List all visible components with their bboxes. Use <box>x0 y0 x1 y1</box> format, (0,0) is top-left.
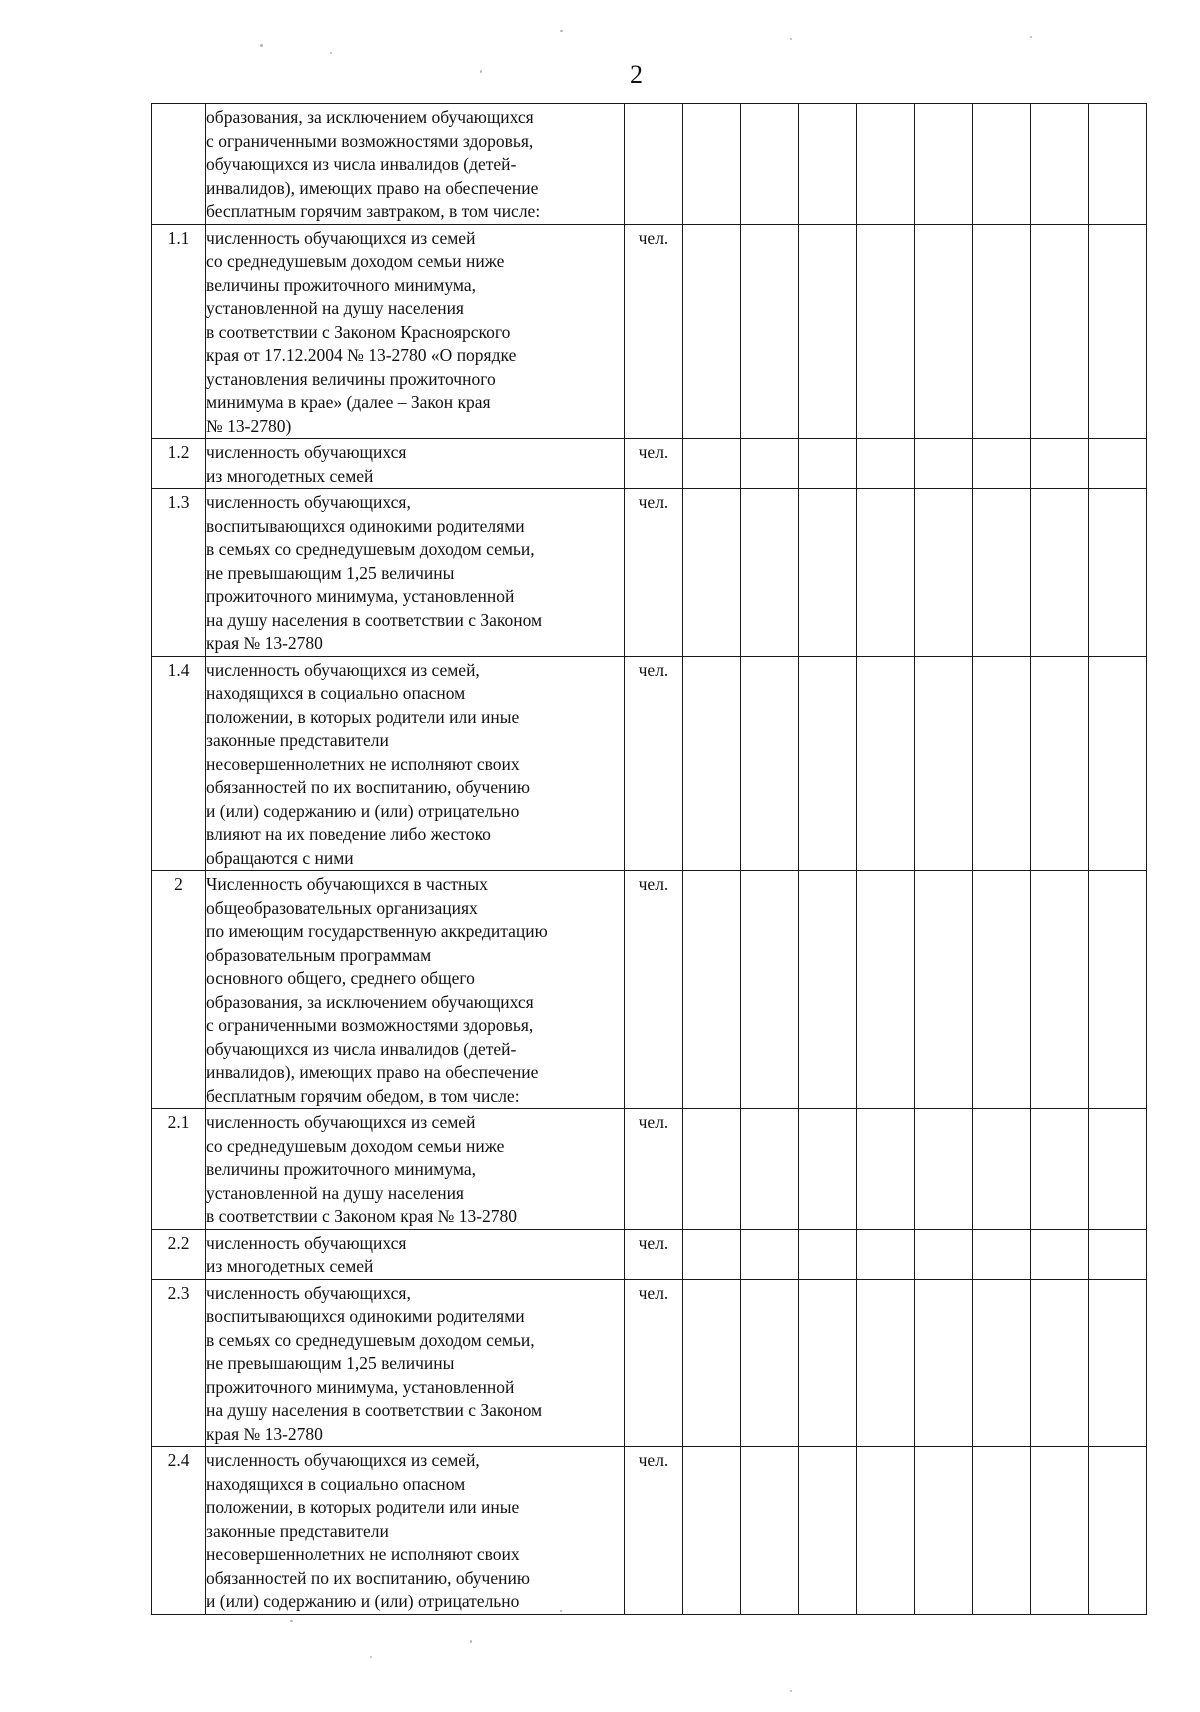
indicator-text-line: обучающихся из числа инвалидов (детей- <box>206 1038 517 1059</box>
indicator-text-line: не превышающим 1,25 величины <box>206 1353 455 1373</box>
unit-cell: чел. <box>625 1279 682 1447</box>
indicator-text-line: Численность обучающихся в частных <box>206 874 488 894</box>
empty-value-cell <box>1088 1109 1146 1230</box>
table-row <box>152 224 1147 439</box>
empty-value-cell <box>856 224 914 439</box>
indicator-text-line: прожиточного минимума, установленной <box>206 1376 515 1397</box>
empty-value-cell <box>1088 871 1146 1109</box>
empty-value-cell <box>972 104 1030 225</box>
scan-speck <box>290 1620 293 1622</box>
scan-speck <box>480 70 482 73</box>
indicator-text-line: бесплатным горячим обедом, в том числе: <box>206 1085 520 1106</box>
indicator-name-cell <box>206 656 625 871</box>
indicator-text-line: воспитывающихся одинокими родителями <box>206 1306 525 1326</box>
empty-value-cell <box>798 489 856 657</box>
empty-value-cell <box>914 1109 972 1230</box>
indicator-text-line: законные представители <box>206 1520 389 1541</box>
indicator-text-line: из многодетных семей <box>206 465 374 486</box>
indicator-text-line: в семьях со среднедушевым доходом семьи, <box>206 539 535 559</box>
indicator-text-line: края № 13-2780 <box>206 1423 323 1444</box>
empty-value-cell <box>856 1279 914 1447</box>
empty-value-cell <box>1088 1229 1146 1279</box>
empty-value-cell <box>740 656 798 871</box>
empty-value-cell <box>972 1229 1030 1279</box>
empty-value-cell <box>856 489 914 657</box>
empty-value-cell <box>972 224 1030 439</box>
row-number-cell: 2 <box>152 871 206 1109</box>
indicator-text-line: края от 17.12.2004 № 13-2780 «О порядке <box>206 345 517 365</box>
indicator-text-line: с ограниченными возможностями здоровья, <box>206 130 534 151</box>
indicator-text-line: минимума в крае» (далее – Закон края <box>206 392 491 412</box>
empty-value-cell <box>682 1279 740 1447</box>
empty-value-cell <box>914 656 972 871</box>
scan-speck <box>260 44 263 47</box>
empty-value-cell <box>914 439 972 489</box>
unit-cell: чел. <box>625 224 682 439</box>
indicator-text-line: положении, в которых родители или иные <box>206 706 520 727</box>
indicator-name-cell <box>206 224 625 439</box>
empty-value-cell <box>740 1279 798 1447</box>
scan-speck <box>790 38 792 40</box>
indicator-text-line: со среднедушевым доходом семьи ниже <box>206 1135 505 1156</box>
empty-value-cell <box>972 871 1030 1109</box>
scan-speck <box>790 1690 792 1692</box>
indicator-text-line: образования, за исключением обучающихся <box>206 107 534 127</box>
row-number-cell: 1.2 <box>152 439 206 489</box>
indicator-text-line: численность обучающихся из семей <box>206 227 476 248</box>
empty-value-cell <box>914 1279 972 1447</box>
empty-value-cell <box>1088 104 1146 225</box>
empty-value-cell <box>798 871 856 1109</box>
row-number-cell: 2.2 <box>152 1229 206 1279</box>
indicator-text-line: влияют на их поведение либо жестоко <box>206 824 491 844</box>
empty-value-cell <box>1088 1279 1146 1447</box>
table-row <box>152 439 1147 489</box>
indicator-text-line: положении, в которых родители или иные <box>206 1497 520 1517</box>
indicator-text-line: численность обучающихся <box>206 1232 407 1253</box>
indicator-text-line: численность обучающихся, <box>206 1282 411 1303</box>
indicator-text-line: образовательным программам <box>206 944 432 965</box>
table-row <box>152 1447 1147 1615</box>
indicator-text-line: находящихся в социально опасном <box>206 683 466 703</box>
empty-value-cell <box>972 489 1030 657</box>
indicator-text-line: установленной на душу населения <box>206 1182 464 1203</box>
table-row <box>152 1279 1147 1447</box>
empty-value-cell <box>856 1447 914 1615</box>
empty-value-cell <box>740 1229 798 1279</box>
indicator-text-line: численность обучающихся из семей, <box>206 659 480 680</box>
indicator-name-cell <box>206 871 625 1109</box>
empty-value-cell <box>740 224 798 439</box>
unit-cell: чел. <box>625 1229 682 1279</box>
indicator-name-cell <box>206 104 625 225</box>
row-number-cell: 2.1 <box>152 1109 206 1230</box>
unit-cell: чел. <box>625 656 682 871</box>
scan-speck <box>330 52 332 54</box>
indicator-text-line: по имеющим государственную аккредитацию <box>206 921 548 941</box>
indicator-text-line: воспитывающихся одинокими родителями <box>206 515 525 536</box>
empty-value-cell <box>798 1229 856 1279</box>
indicator-text-line: не превышающим 1,25 величины <box>206 562 455 583</box>
indicator-text-line: на душу населения в соответствии с Законом <box>206 1400 543 1420</box>
empty-value-cell <box>914 1447 972 1615</box>
scan-speck <box>560 1610 562 1612</box>
indicator-text-line: установления величины прожиточного <box>206 368 496 389</box>
indicator-text-line: величины прожиточного минимума, <box>206 274 476 295</box>
indicator-text-line: прожиточного минимума, установленной <box>206 586 515 606</box>
empty-value-cell <box>740 1109 798 1230</box>
indicator-text-line: и (или) содержанию и (или) отрицательно <box>206 1591 520 1611</box>
indicator-text-line: общеобразовательных организациях <box>206 897 478 918</box>
empty-value-cell <box>1030 871 1088 1109</box>
indicator-text-line: установленной на душу населения <box>206 298 464 318</box>
scan-speck <box>370 1656 372 1658</box>
table-row <box>152 871 1147 1109</box>
unit-cell: чел. <box>625 1447 682 1615</box>
indicator-text-line: основного общего, среднего общего <box>206 968 475 988</box>
indicator-text-line: образования, за исключением обучающихся <box>206 991 534 1012</box>
empty-value-cell <box>798 439 856 489</box>
indicator-text-line: обучающихся из числа инвалидов (детей- <box>206 154 517 174</box>
empty-value-cell <box>856 871 914 1109</box>
unit-cell: чел. <box>625 489 682 657</box>
empty-value-cell <box>856 656 914 871</box>
indicator-text-line: численность обучающихся из семей, <box>206 1450 480 1470</box>
indicator-text-line: и (или) содержанию и (или) отрицательно <box>206 800 520 821</box>
indicator-text-line: в соответствии с Законом Красноярского <box>206 321 511 342</box>
empty-value-cell <box>798 656 856 871</box>
empty-value-cell <box>972 1279 1030 1447</box>
table-row <box>152 1229 1147 1279</box>
indicator-text-line: края № 13-2780 <box>206 633 323 653</box>
empty-value-cell <box>798 1109 856 1230</box>
indicator-text-line: обязанностей по их воспитанию, обучению <box>206 1567 530 1588</box>
empty-value-cell <box>682 1447 740 1615</box>
empty-value-cell <box>1030 1229 1088 1279</box>
empty-value-cell <box>1030 1109 1088 1230</box>
empty-value-cell <box>856 104 914 225</box>
indicator-name-cell <box>206 1229 625 1279</box>
indicator-text-line: обращаются с ними <box>206 847 354 868</box>
empty-value-cell <box>798 224 856 439</box>
indicator-text-line: на душу населения в соответствии с Законом <box>206 609 543 630</box>
empty-value-cell <box>1030 104 1088 225</box>
empty-value-cell <box>1088 439 1146 489</box>
empty-value-cell <box>1030 1447 1088 1615</box>
empty-value-cell <box>856 1109 914 1230</box>
empty-value-cell <box>682 656 740 871</box>
empty-value-cell <box>972 1447 1030 1615</box>
empty-value-cell <box>1030 439 1088 489</box>
empty-value-cell <box>740 104 798 225</box>
scan-speck <box>560 30 563 32</box>
empty-value-cell <box>914 104 972 225</box>
indicator-text-line: со среднедушевым доходом семьи ниже <box>206 251 505 271</box>
table-row <box>152 489 1147 657</box>
empty-value-cell <box>740 1447 798 1615</box>
empty-value-cell <box>740 439 798 489</box>
indicator-name-cell <box>206 1109 625 1230</box>
data-table <box>151 103 1147 1615</box>
indicator-text-line: законные представители <box>206 730 389 750</box>
empty-value-cell <box>1030 656 1088 871</box>
empty-value-cell <box>682 104 740 225</box>
table-row <box>152 104 1147 225</box>
empty-value-cell <box>1030 1279 1088 1447</box>
empty-value-cell <box>1088 224 1146 439</box>
empty-value-cell <box>914 224 972 439</box>
indicator-text-line: несовершеннолетних не исполняют своих <box>206 1544 520 1564</box>
empty-value-cell <box>972 439 1030 489</box>
indicator-text-line: № 13-2780) <box>206 415 292 436</box>
unit-cell: чел. <box>625 1109 682 1230</box>
indicator-name-cell <box>206 1279 625 1447</box>
row-number-cell: 2.4 <box>152 1447 206 1615</box>
empty-value-cell <box>798 1447 856 1615</box>
indicator-text-line: из многодетных семей <box>206 1256 374 1276</box>
scan-speck <box>1030 36 1032 38</box>
indicator-text-line: бесплатным горячим завтраком, в том числе: <box>206 201 541 221</box>
empty-value-cell <box>972 656 1030 871</box>
empty-value-cell <box>798 1279 856 1447</box>
indicator-name-cell <box>206 1447 625 1615</box>
indicator-text-line: обязанностей по их воспитанию, обучению <box>206 777 530 797</box>
empty-value-cell <box>856 1229 914 1279</box>
empty-value-cell <box>1088 1447 1146 1615</box>
empty-value-cell <box>740 871 798 1109</box>
indicator-text-line: величины прожиточного минимума, <box>206 1159 476 1179</box>
table-row <box>152 1109 1147 1230</box>
empty-value-cell <box>740 489 798 657</box>
table-row <box>152 656 1147 871</box>
indicator-text-line: в соответствии с Законом края № 13-2780 <box>206 1206 518 1226</box>
empty-value-cell <box>914 871 972 1109</box>
empty-value-cell <box>682 439 740 489</box>
indicator-text-line: в семьях со среднедушевым доходом семьи, <box>206 1329 535 1350</box>
indicator-text-line: инвалидов), имеющих право на обеспечение <box>206 177 539 198</box>
empty-value-cell <box>682 1229 740 1279</box>
unit-cell <box>625 104 682 225</box>
indicator-text-line: численность обучающихся из семей <box>206 1112 476 1132</box>
unit-cell: чел. <box>625 871 682 1109</box>
row-number-cell <box>152 104 206 225</box>
scan-speck <box>470 1640 472 1643</box>
empty-value-cell <box>682 1109 740 1230</box>
empty-value-cell <box>682 489 740 657</box>
empty-value-cell <box>914 489 972 657</box>
empty-value-cell <box>682 224 740 439</box>
indicator-name-cell <box>206 439 625 489</box>
indicator-text-line: численность обучающихся <box>206 442 407 462</box>
row-number-cell: 1.1 <box>152 224 206 439</box>
empty-value-cell <box>798 104 856 225</box>
empty-value-cell <box>972 1109 1030 1230</box>
empty-value-cell <box>682 871 740 1109</box>
empty-value-cell <box>1030 224 1088 439</box>
row-number-cell: 1.4 <box>152 656 206 871</box>
indicator-text-line: несовершеннолетних не исполняют своих <box>206 753 520 774</box>
page-number: 2 <box>630 60 643 89</box>
empty-value-cell <box>856 439 914 489</box>
indicator-text-line: инвалидов), имеющих право на обеспечение <box>206 1062 539 1082</box>
indicator-text-line: находящихся в социально опасном <box>206 1473 466 1494</box>
indicator-text-line: с ограниченными возможностями здоровья, <box>206 1015 534 1035</box>
row-number-cell: 2.3 <box>152 1279 206 1447</box>
indicator-text-line: численность обучающихся, <box>206 492 411 512</box>
empty-value-cell <box>1030 489 1088 657</box>
empty-value-cell <box>1088 656 1146 871</box>
indicator-name-cell <box>206 489 625 657</box>
unit-cell: чел. <box>625 439 682 489</box>
row-number-cell: 1.3 <box>152 489 206 657</box>
empty-value-cell <box>914 1229 972 1279</box>
empty-value-cell <box>1088 489 1146 657</box>
